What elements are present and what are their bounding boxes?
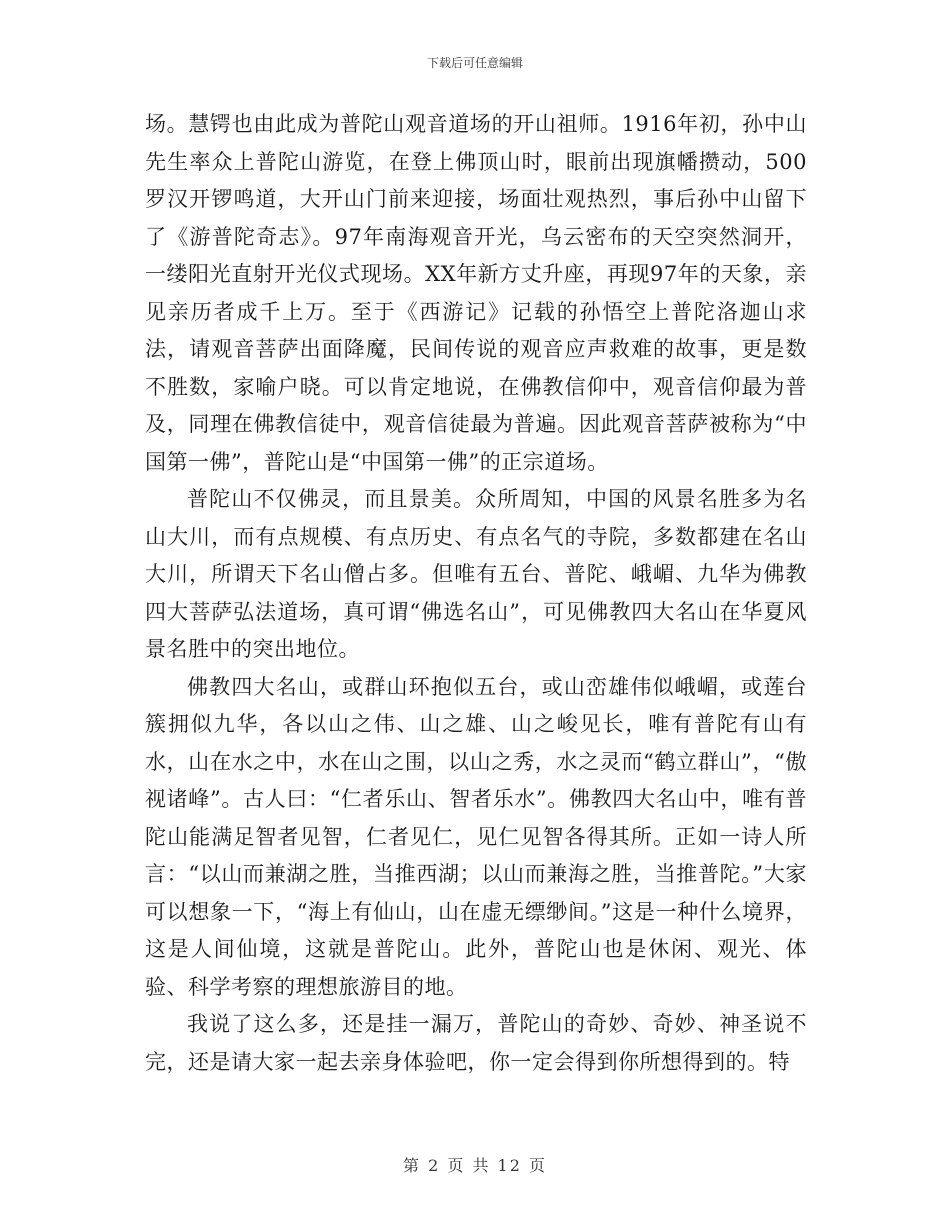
page-header-note: 下载后可任意编辑 (426, 56, 523, 70)
paragraph-3: 佛教四大名山，或群山环抱似五台，或山峦雄伟似峨嵋，或莲台簇拥似九华，各以山之伟、山之雄、山之峻见长，唯有普陀有山有水，山在水之中，水在山之围，以山之秀，水之灵而“鹤立群山”，“傲视诸峰”。古人曰：“仁者乐山、智者乐水”。佛教四大名山中，唯有普陀山能满足智者见智，仁者见仁，见仁见智各得其所。正如一诗人所言：“以山而兼湖之胜，当推西湖；以山而兼海之胜，当推普陀。”大家可以想象一下，“海上有仙山，山在虚无缥缈间。”这是一种什么境界，这是人间仙境，这就是普陀山。此外，普陀山也是休闲、观光、体验、科学考察的理想旅游目的地。 (145, 674, 807, 999)
paragraph-4: 我说了这么多，还是挂一漏万，普陀山的奇妙、奇妙、神圣说不完，还是请大家一起去亲身体验吧，你一定会得到你所想得到的。特 (145, 1012, 807, 1074)
paragraph-1: 场。慧锷也由此成为普陀山观音道场的开山祖师。1916年初，孙中山先生率众上普陀山游览，在登上佛顶山时，眼前出现旗幡攒动，500罗汉开锣鸣道，大开山门前来迎接，场面壮观热烈，事后孙中山留下了《游普陀奇志》。97年南海观音开光，乌云密布的天空突然洞开，一缕阳光直射开光仪式现场。XX年新方丈升座，再现97年的天象，亲见亲历者成千上万。至于《西游记》记载的孙悟空上普陀洛迦山求法，请观音菩萨出面降魔，民间传说的观音应声救难的故事，更是数不胜数，家喻户晓。可以肯定地说，在佛教信仰中，观音信仰最为普及，同理在佛教信徒中，观音信徒最为普遍。因此观音菩萨被称为“中国第一佛”，普陀山是“中国第一佛”的正宗道场。 (145, 112, 807, 474)
paragraph-2: 普陀山不仅佛灵，而且景美。众所周知，中国的风景名胜多为名山大川，而有点规模、有点历史、有点名气的寺院，多数都建在名山大川，所谓天下名山僧占多。但唯有五台、普陀、峨嵋、九华为佛教四大菩萨弘法道场，真可谓“佛选名山”，可见佛教四大名山在华夏风景名胜中的突出地位。 (145, 487, 807, 661)
document-body (145, 106, 807, 1081)
page-number: 第 2 页 共 12 页 (403, 1156, 547, 1175)
